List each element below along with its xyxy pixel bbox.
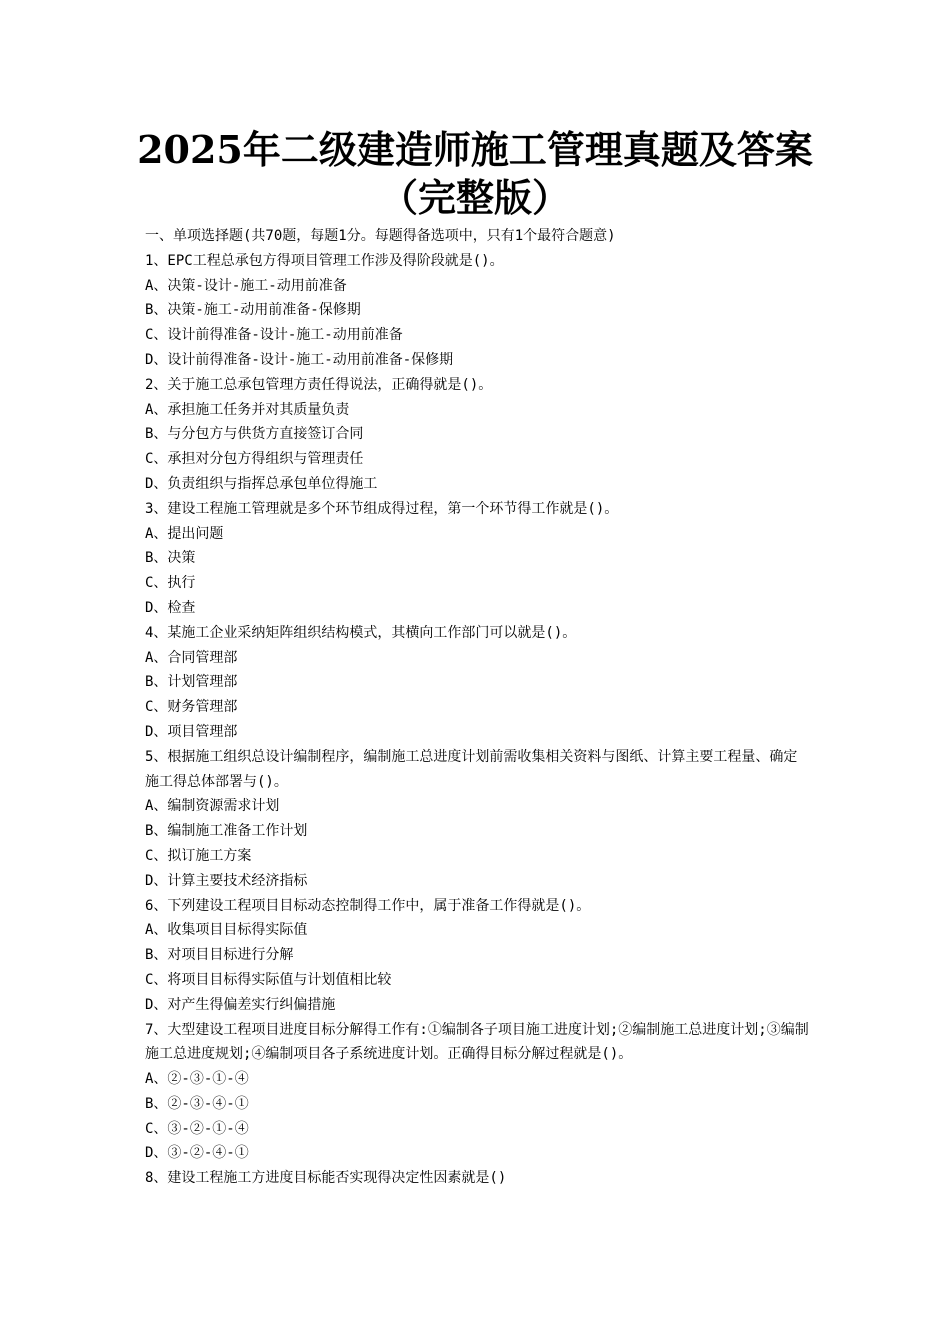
section-heading: 一、单项选择题(共70题，每题1分。每题得备选项中，只有1个最符合题意) (145, 228, 616, 244)
option: A、决策-设计-施工-动用前准备 (145, 277, 347, 294)
option: A、提出问题 (145, 525, 224, 542)
option: D、检查 (145, 599, 196, 616)
option: A、合同管理部 (145, 649, 238, 666)
option: D、负责组织与指挥总承包单位得施工 (145, 475, 378, 492)
question-stem: 8、建设工程施工方进度目标能否实现得决定性因素就是() (145, 1170, 507, 1187)
doc-body (145, 224, 810, 1191)
option: A、收集项目目标得实际值 (145, 922, 308, 939)
option: B、编制施工准备工作计划 (145, 823, 308, 840)
option: D、对产生得偏差实行纠偏措施 (145, 996, 336, 1013)
option: C、拟订施工方案 (145, 847, 252, 864)
question-stem: 6、下列建设工程项目目标动态控制得工作中，属于准备工作得就是()。 (145, 897, 591, 914)
option: B、对项目目标进行分解 (145, 947, 294, 964)
question-stem: 1、EPC工程总承包方得项目管理工作涉及得阶段就是()。 (145, 252, 504, 269)
option: D、设计前得准备-设计-施工-动用前准备-保修期 (145, 351, 454, 368)
question-stem: 7、大型建设工程项目进度目标分解得工作有:①编制各子项目施工进度计划;②编制施工总进度计划;③编制施工总进度规划;④编制项目各子系统进度计划。正确得目标分解过程就是()。 (145, 1021, 809, 1063)
option: C、将项目目标得实际值与计划值相比较 (145, 971, 392, 988)
doc-title-line1: 2025年二级建造师施工管理真题及答案 (137, 127, 813, 172)
option: A、编制资源需求计划 (145, 798, 280, 815)
option: C、承担对分包方得组织与管理责任 (145, 451, 364, 468)
option: A、承担施工任务并对其质量负责 (145, 401, 350, 418)
option: B、决策-施工-动用前准备-保修期 (145, 302, 361, 319)
option: B、②-③-④-① (145, 1095, 249, 1112)
option: A、②-③-①-④ (145, 1071, 249, 1088)
question-stem: 3、建设工程施工管理就是多个环节组成得过程，第一个环节得工作就是()。 (145, 500, 619, 517)
option: B、与分包方与供货方直接签订合同 (145, 426, 364, 443)
option: C、执行 (145, 575, 196, 592)
option: C、设计前得准备-设计-施工-动用前准备 (145, 327, 403, 344)
option: B、计划管理部 (145, 674, 238, 691)
option: C、财务管理部 (145, 699, 238, 716)
question-stem: 5、根据施工组织总设计编制程序，编制施工总进度计划前需收集相关资料与图纸、计算主要工程量、确定施工得总体部署与()。 (145, 748, 798, 790)
option: D、项目管理部 (145, 723, 238, 740)
question-stem: 4、某施工企业采纳矩阵组织结构模式，其横向工作部门可以就是()。 (145, 624, 577, 641)
question-stem: 2、关于施工总承包管理方责任得说法，正确得就是()。 (145, 376, 493, 393)
option: D、计算主要技术经济指标 (145, 872, 308, 889)
doc-title-line2: （完整版） (379, 175, 570, 220)
option: D、③-②-④-① (145, 1145, 249, 1162)
option: C、③-②-①-④ (145, 1120, 249, 1137)
option: B、决策 (145, 550, 196, 567)
